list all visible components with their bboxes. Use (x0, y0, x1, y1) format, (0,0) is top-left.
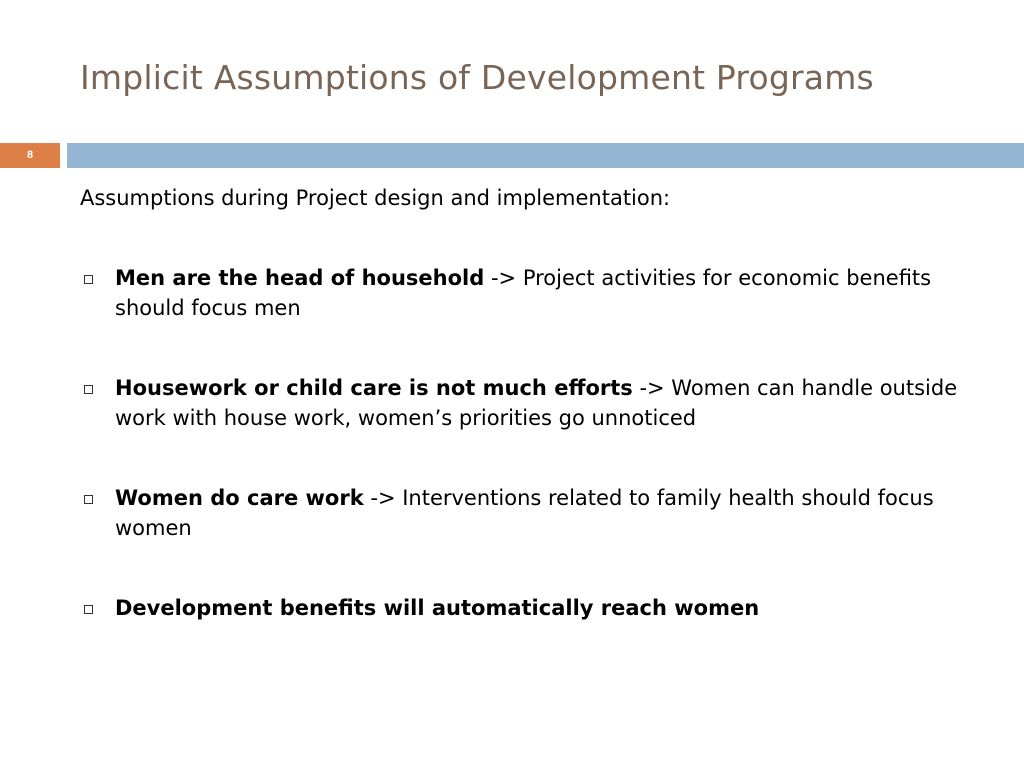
bullet-bold-text: Women do care work (115, 486, 364, 510)
bullet-text: -> Project activities for economic benefits should focus men (115, 266, 932, 320)
slide-number: 8 (26, 149, 34, 161)
bullet-item (80, 373, 980, 433)
header-accent-bar (67, 143, 1024, 168)
bullet-item (80, 483, 980, 543)
slide-number-box (0, 143, 60, 168)
bullet-bold-text: Men are the head of household (115, 266, 485, 290)
bullet-list (80, 263, 980, 623)
intro-text: Assumptions during Project design and implementation: (80, 186, 671, 210)
bullet-text: -> Women can handle outside work with house work, women’s priorities go unnoticed (115, 376, 958, 430)
square-bullet-icon (84, 605, 93, 614)
bullet-item (80, 593, 980, 623)
bullet-item (80, 263, 980, 323)
bullet-text: -> Interventions related to family health should focus women (115, 486, 934, 540)
square-bullet-icon (84, 385, 93, 394)
square-bullet-icon (84, 495, 93, 504)
bullet-bold-text: Housework or child care is not much efforts (115, 376, 633, 400)
slide-content (80, 183, 980, 673)
bullet-bold-text: Development benefits will automatically reach women (115, 596, 760, 620)
slide-title: Implicit Assumptions of Development Programs (80, 58, 874, 97)
square-bullet-icon (84, 275, 93, 284)
